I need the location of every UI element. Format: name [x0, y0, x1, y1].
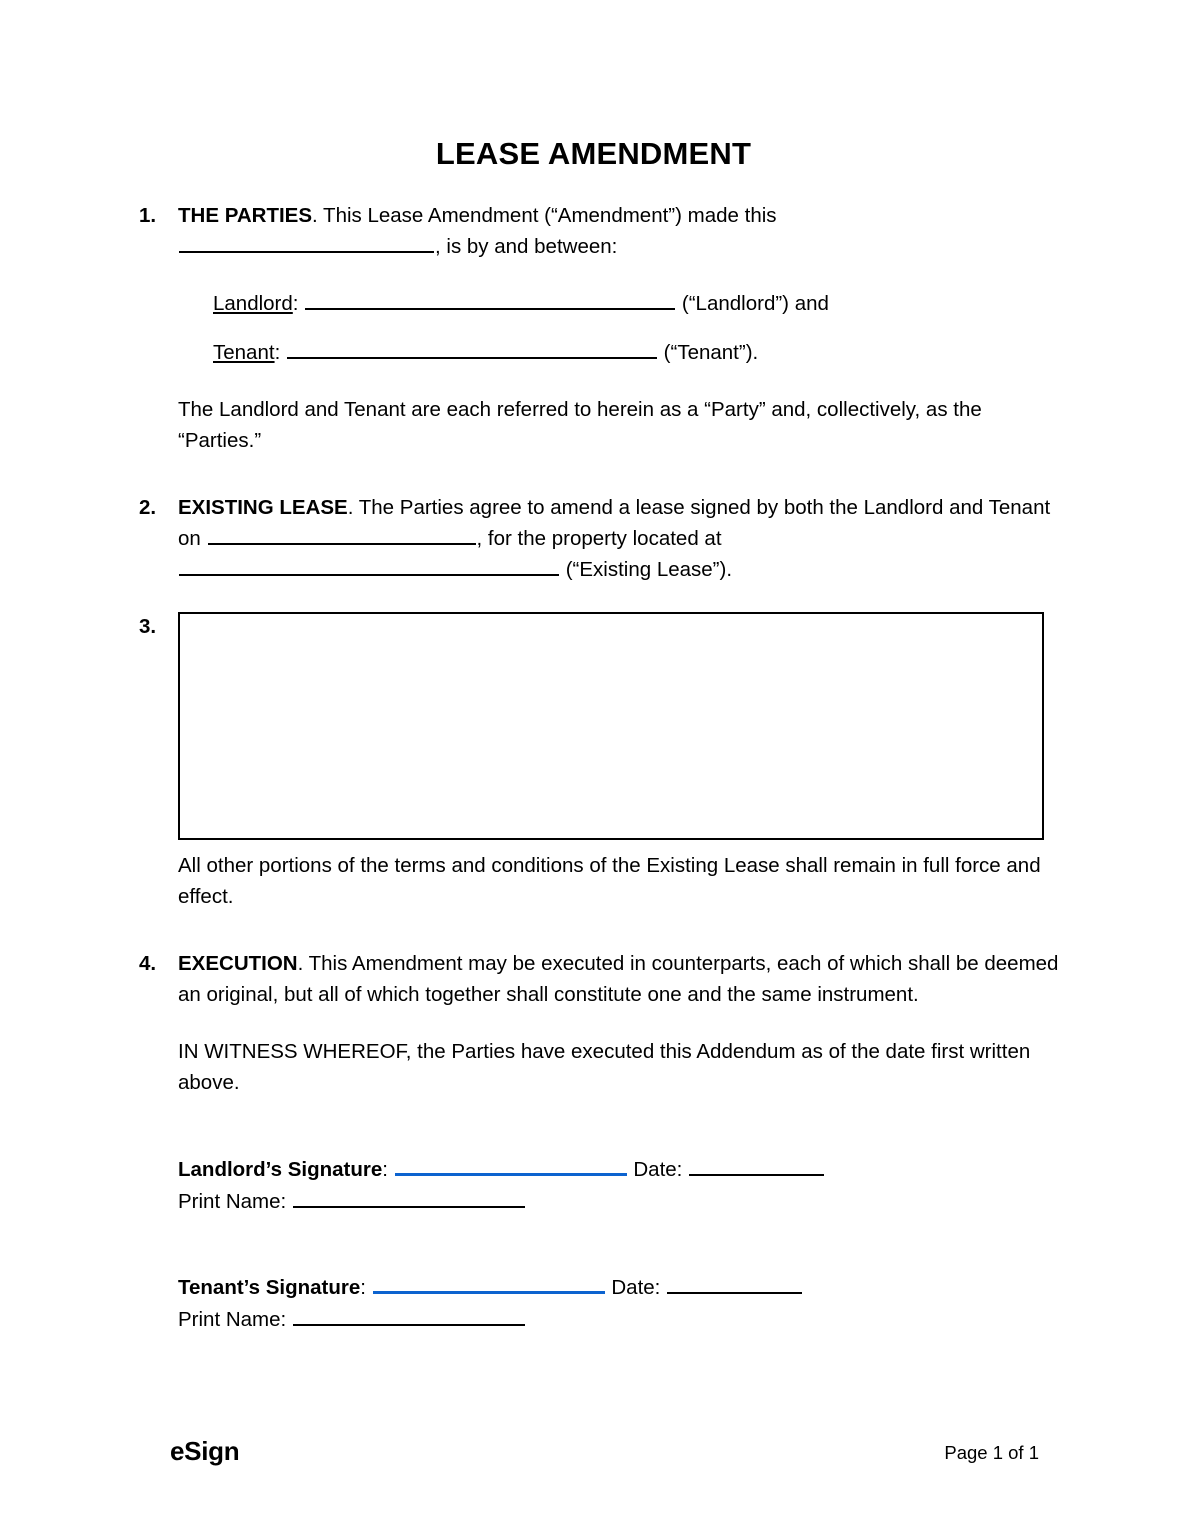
landlord-signature-colon: :	[382, 1158, 388, 1181]
tenant-signature-colon: :	[360, 1276, 366, 1299]
spacer	[139, 368, 1059, 394]
clause-text-the-parties-intro: . This Lease Amendment (“Amendment”) made this	[312, 204, 777, 227]
tenant-signature-field[interactable]	[373, 1274, 605, 1294]
document-body-lower	[139, 850, 1059, 1336]
tenant-signature-block	[139, 1272, 1059, 1336]
clause-text-existing-lease-3: (“Existing Lease”).	[565, 558, 733, 581]
landlord-suffix: (“Landlord”) and	[681, 292, 829, 315]
amendments-after-box-text: All other portions of the terms and conditions of the Existing Lease shall remain in full force and effect.	[178, 854, 1041, 908]
page-number: Page 1 of 1	[944, 1442, 1039, 1463]
clause-the-parties	[139, 200, 1059, 262]
landlord-label: Landlord	[213, 292, 293, 315]
clause-text-existing-lease-1: . The Parties agree to amend a lease signed by both the Landlord and Tenant on	[178, 496, 1051, 550]
document-body	[139, 200, 1059, 642]
landlord-colon: :	[292, 292, 299, 315]
page-footer	[0, 1436, 1187, 1482]
spacer	[139, 585, 1059, 611]
spacer	[139, 262, 1059, 288]
clause-number-2: 2.	[139, 496, 157, 519]
esign-logo: eSign	[170, 1436, 240, 1466]
clause-heading-execution: EXECUTION	[178, 952, 298, 975]
tenant-date-label: Date:	[611, 1276, 661, 1299]
spacer	[139, 319, 1059, 337]
clause-number-4: 4.	[139, 952, 157, 975]
clause-heading-existing-lease: EXISTING LEASE	[178, 496, 348, 519]
tenant-print-name-row	[178, 1304, 1059, 1336]
spacer	[139, 456, 1059, 492]
property-address-blank[interactable]	[179, 557, 559, 576]
clause-number-1: 1.	[139, 204, 157, 227]
tenant-suffix: (“Tenant”).	[663, 341, 759, 364]
spacer	[139, 1010, 1059, 1036]
landlord-print-name-row	[178, 1186, 1059, 1218]
spacer	[139, 1218, 1059, 1272]
tenant-print-name-label: Print Name:	[178, 1308, 287, 1331]
landlord-print-name-label: Print Name:	[178, 1190, 287, 1213]
clause-number-3: 3.	[139, 615, 157, 638]
clause-text-the-parties-intro-after: , is by and between:	[435, 235, 618, 258]
landlord-signature-label: Landlord’s Signature	[178, 1158, 383, 1181]
landlord-date-field[interactable]	[689, 1157, 824, 1176]
tenant-line	[139, 337, 1059, 368]
witness-whereof-paragraph: IN WITNESS WHEREOF, the Parties have executed this Addendum as of the date first written above.	[178, 1040, 1031, 1094]
landlord-print-name-field[interactable]	[293, 1189, 525, 1208]
tenant-colon: :	[274, 341, 281, 364]
clause-text-existing-lease-2: , for the property located at	[476, 527, 722, 550]
tenant-print-name-field[interactable]	[293, 1307, 525, 1326]
clause-execution	[139, 948, 1059, 1010]
spacer	[139, 912, 1059, 948]
clause-text-execution: . This Amendment may be executed in counterparts, each of which shall be deemed an original, but all of which together shall constitute one and the same instrument.	[178, 952, 1059, 1006]
landlord-signature-block	[139, 1154, 1059, 1218]
amendment-date-blank[interactable]	[179, 234, 434, 253]
existing-lease-date-blank[interactable]	[208, 526, 476, 545]
tenant-date-field[interactable]	[667, 1275, 802, 1294]
tenant-signature-label: Tenant’s Signature	[178, 1276, 361, 1299]
clause-heading-the-parties: THE PARTIES	[178, 204, 313, 227]
landlord-line	[139, 288, 1059, 319]
parties-paragraph: The Landlord and Tenant are each referred to herein as a “Party” and, collectively, as the “Parties.”	[178, 398, 982, 452]
page-title: LEASE AMENDMENT	[435, 136, 752, 171]
tenant-signature-row	[178, 1272, 1059, 1304]
amendments-text-box[interactable]	[178, 612, 1044, 840]
tenant-label: Tenant	[213, 341, 275, 364]
landlord-signature-field[interactable]	[395, 1156, 627, 1176]
spacer	[139, 1098, 1059, 1154]
landlord-signature-row	[178, 1154, 1059, 1186]
tenant-name-blank[interactable]	[287, 340, 657, 359]
clause-existing-lease	[139, 492, 1059, 585]
landlord-name-blank[interactable]	[305, 291, 675, 310]
landlord-date-label: Date:	[633, 1158, 683, 1181]
